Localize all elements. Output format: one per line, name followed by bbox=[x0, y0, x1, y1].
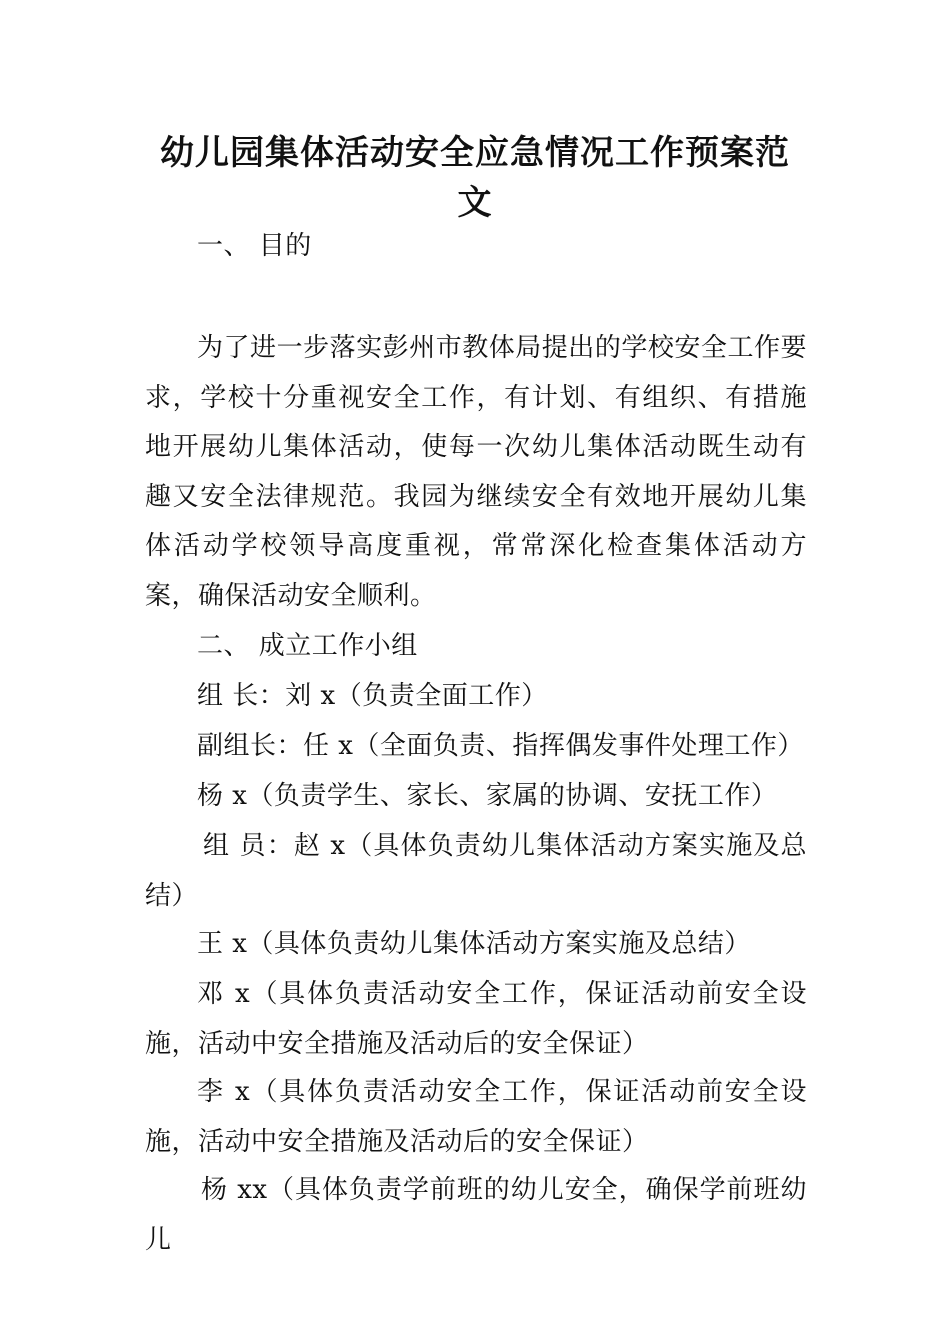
deputy-leader-line: 副组长：任 x（全面负责、指挥偶发事件处理工作） bbox=[197, 731, 804, 761]
document-title: 幼儿园集体活动安全应急情况工作预案范文 bbox=[160, 133, 790, 223]
member-zhao-line: 组 员：赵 x（具体负责幼儿集体活动方案实施及总结） bbox=[145, 831, 807, 911]
member-deng-line: 邓 x（具体负责活动安全工作，保证活动前安全设施，活动中安全措施及活动后的安全保证） bbox=[145, 979, 807, 1059]
section-heading-purpose: 一、 目的 bbox=[197, 231, 312, 261]
member-wang-line: 王 x（具体负责幼儿集体活动方案实施及总结） bbox=[197, 929, 751, 959]
deputy-yang-line: 杨 x（负责学生、家长、家属的协调、安抚工作） bbox=[197, 781, 778, 811]
member-yangxx-line: 杨 xx（具体负责学前班的幼儿安全，确保学前班幼儿 bbox=[145, 1175, 807, 1255]
group-leader-line: 组 长：刘 x（负责全面工作） bbox=[197, 681, 548, 711]
section-heading-working-group: 二、 成立工作小组 bbox=[197, 631, 418, 661]
purpose-paragraph: 为了进一步落实彭州市教体局提出的学校安全工作要求，学校十分重视安全工作，有计划、有组织、有措施地开展幼儿集体活动，使每一次幼儿集体活动既生动有趣又安全法律规范。我园为继续安全有效地开展幼儿集体活动学校领导高度重视，常常深化检查集体活动方案，确保活动安全顺利。 bbox=[145, 333, 807, 611]
member-li-line: 李 x（具体负责活动安全工作，保证活动前安全设施，活动中安全措施及活动后的安全保证） bbox=[145, 1077, 807, 1157]
